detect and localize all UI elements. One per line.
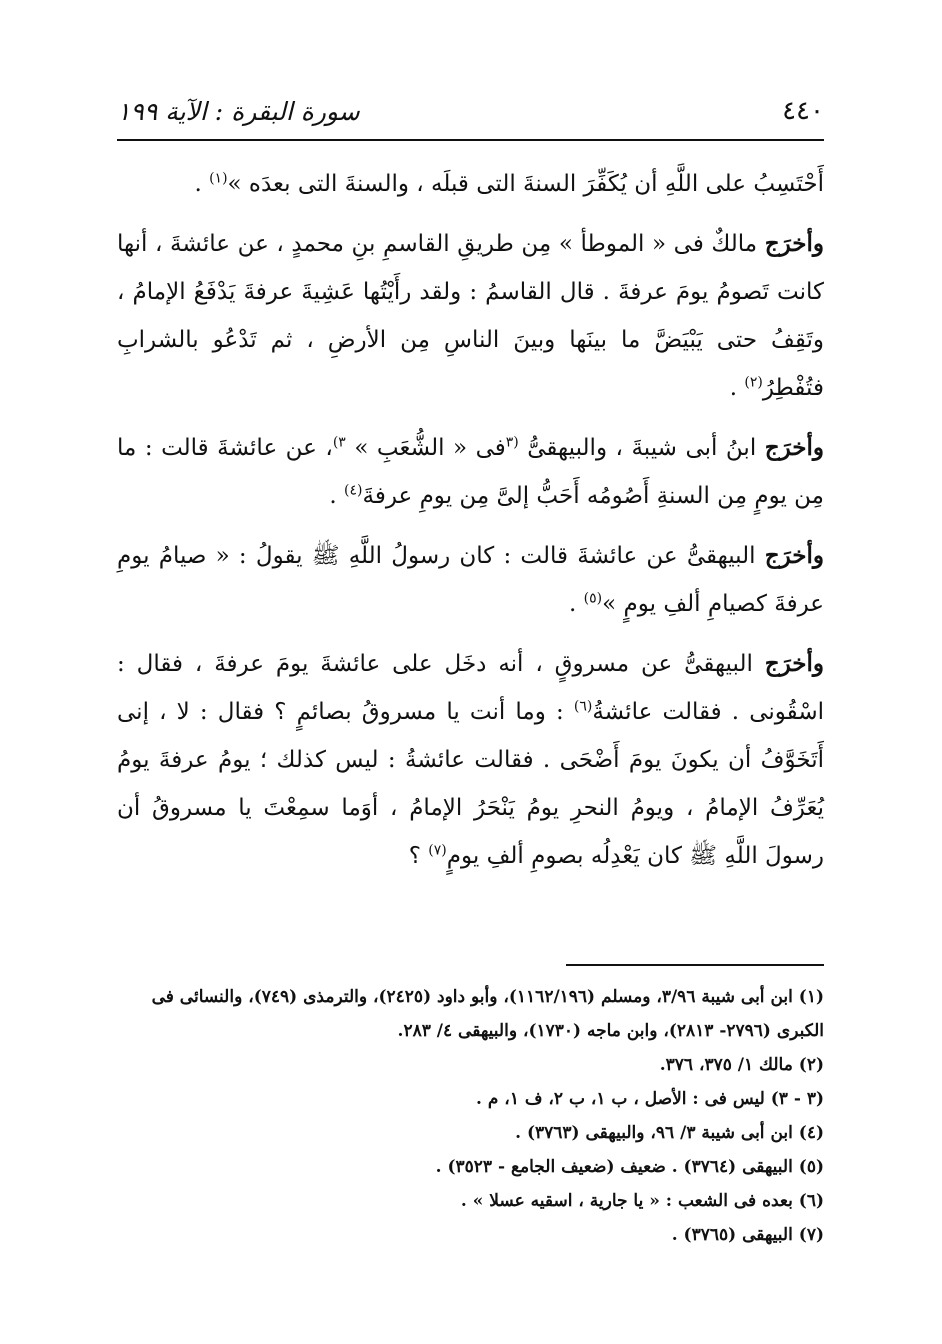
paragraph-4 (117, 532, 824, 628)
paragraph-text: البيهقىُّ عن عائشةَ قالت : كان رسولُ اللَّهِ ﷺ يقولُ : « صيامُ يومِ عرفةَ كصيامِ ألفِ يومٍ » (117, 543, 824, 617)
paragraph-text: فى « الشُّعَبِ » (345, 435, 506, 461)
footnote-1: (١) ابن أبى شيبة ٣/٩٦، ومسلم (١١٦٢/١٩٦)، وأبو داود (٢٤٢٥)، والترمذى (٧٤٩)، والنسائى فى الكبرى (٢٧٩٦- ٢٨١٣)، وابن ماجه (١٧٣٠)، والبيهقى ٤/ ٢٨٣. (151, 987, 824, 1041)
footnote-3: (٣ - ٣) ليس فى : الأصل ، ب ١، ب ٢، ف ١، م . (476, 1089, 824, 1109)
footnote-2: (٢) مالك ١/ ٣٧٥، ٣٧٦. (659, 1055, 824, 1075)
footnote-6: (٦) بعده فى الشعب : « يا جارية ، اسقيه عسلا » . (460, 1191, 824, 1211)
footnote-ref: (٢) (744, 374, 763, 391)
footnote-5: (٥) البيهقى (٣٧٦٤) . ضعيف (ضعيف الجامع - ٣٥٢٣) . (435, 1157, 824, 1177)
paragraph-end: . (729, 375, 745, 401)
footnote-ref: ٣) (332, 434, 346, 451)
paragraph-3 (117, 424, 824, 520)
paragraph-2 (117, 220, 824, 412)
paragraph-text: البيهقىُّ عن مسروقٍ ، أنه دخَل على عائشةَ يومَ عرفةَ ، فقال : اسْقُونى . فقالت عائشةُ (117, 651, 824, 725)
paragraph-text: ابنُ أبى شيبةَ ، والبيهقىُّ (518, 435, 765, 461)
paragraph-lead: وأخرَج (764, 650, 824, 677)
paragraph-text: أَحْتَسِبُ على اللَّهِ أن يُكَفِّرَ السنةَ التى قبلَه ، والسنةَ التى بعدَه » (227, 171, 824, 197)
paragraph-lead: وأخرَج (764, 434, 824, 461)
paragraph-text: ، عن عائشةَ قالت : ما مِن يومٍ مِن السنةِ أَصُومُه أَحَبُّ إلىَّ مِن يومِ عرفةَ (117, 435, 824, 509)
footnote-ref: (٤) (344, 482, 363, 499)
running-header (117, 86, 824, 126)
footnote-ref: (٧) (428, 842, 447, 859)
header-rule (117, 139, 824, 141)
paragraph-end: . (569, 591, 584, 617)
paragraph-end: . (194, 171, 210, 197)
paragraph-end: ؟ (408, 843, 429, 869)
footnote-7: (٧) البيهقى (٣٧٦٥) . (671, 1225, 824, 1245)
running-title: سورة البقرة : الآية ١٩٩ (117, 97, 360, 126)
page-number: ٤٤٠ (782, 96, 824, 126)
paragraph-lead: وأخرَج (764, 230, 824, 257)
paragraph-text: : وما أنت يا مسروقُ بصائمٍ ؟ فقال : لا ، إنى أَتَخَوَّفُ أن يكونَ يومَ أَضْحَى . فقالت عائشةُ : ليس كذلك ؛ يومُ عرفةَ يومُ يُعَرِّفُ الإمامُ ، ويومُ النحرِ يومُ يَنْحَرُ الإمامُ ، أوَما سمِعْتَ يا مسروقُ أن رسولَ اللَّهِ ﷺ كان يَعْدِلُه بصومِ ألفِ يومٍ (117, 699, 824, 869)
footnote-ref: (٥) (583, 590, 603, 607)
paragraph-5 (117, 640, 824, 880)
footnote-4: (٤) ابن أبى شيبة ٣/ ٩٦، والبيهقى (٣٧٦٣) . (515, 1123, 824, 1143)
footnote-ref: (٦) (573, 698, 593, 715)
footnote-ref: (١) (209, 170, 228, 187)
paragraph-end: . (329, 483, 345, 509)
footnote-rule (566, 964, 824, 966)
footnotes (117, 980, 824, 1252)
paragraph-lead: وأخرَج (764, 542, 824, 569)
main-text (117, 160, 824, 892)
paragraph-text: مالكٌ فى « الموطأ » مِن طريقِ القاسمِ بنِ محمدٍ ، عن عائشةَ ، أنها كانت تَصومُ يومَ عرفةَ . قال القاسمُ : ولقد رأَيْتُها عَشِيةَ عرفةَ يَدْفَعُ الإمامُ ، وتَقِفُ حتى يَبْيَضَّ ما بينَها وبينَ الناسِ مِن الأرضِ ، ثم تَدْعُو بالشرابِ فتُفْطِرُ (117, 231, 824, 401)
paragraph-1 (117, 160, 824, 208)
footnote-ref: (٣ (505, 434, 519, 451)
